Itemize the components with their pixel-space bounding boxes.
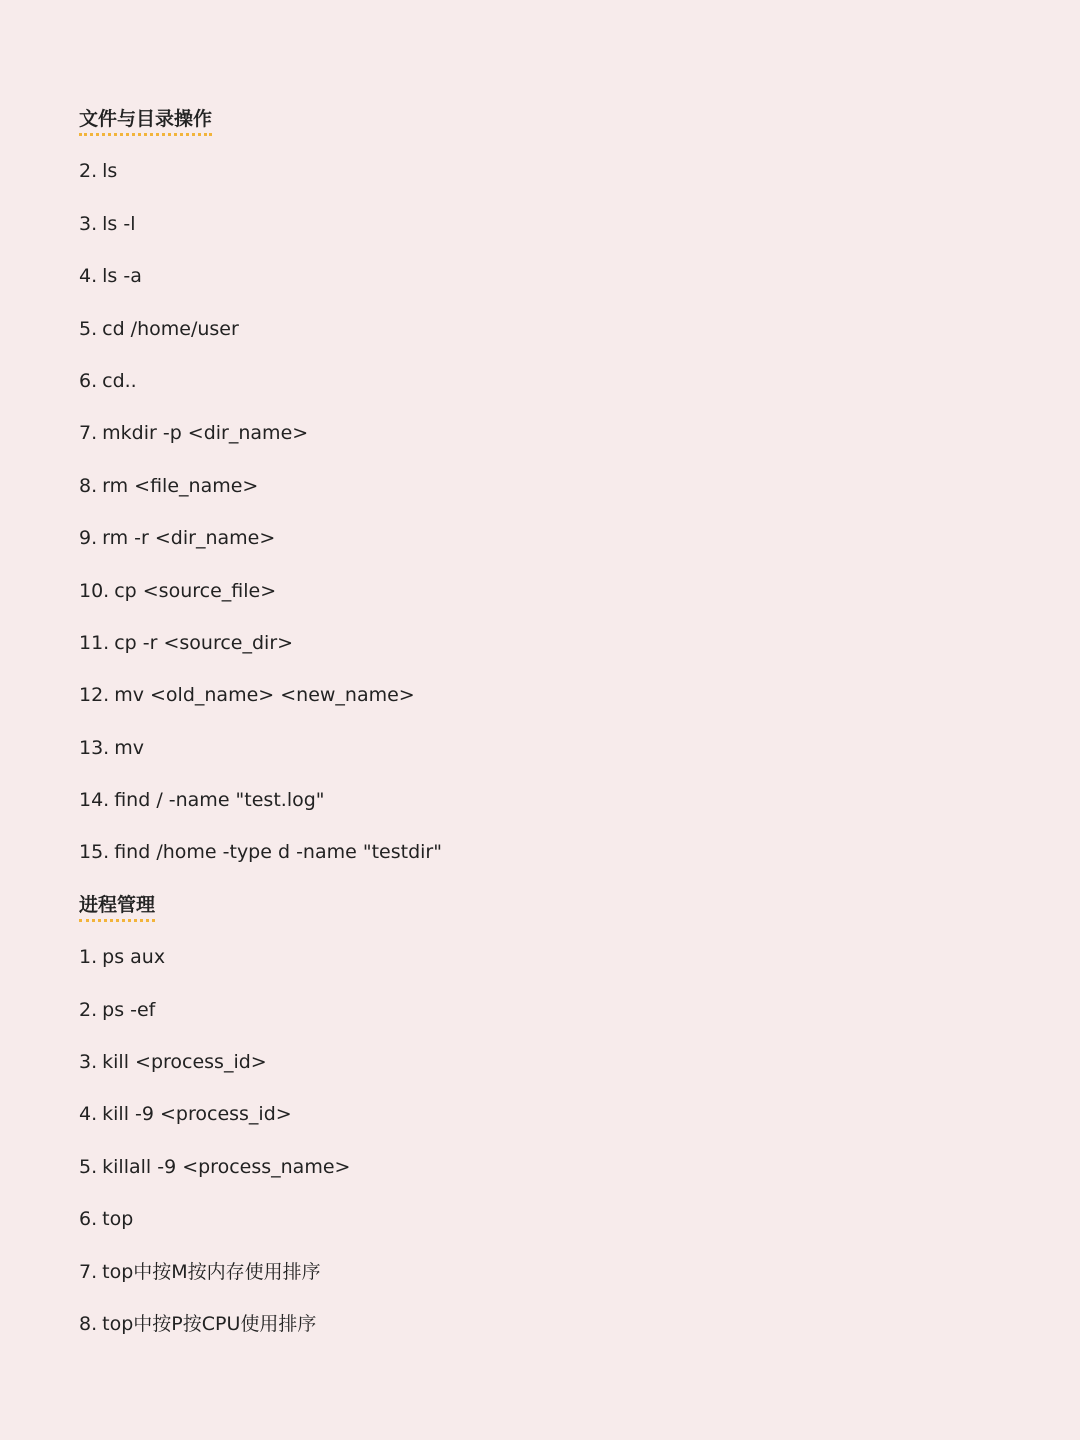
list-item: 13. mv: [79, 736, 144, 759]
list-item: 7. top中按M按内存使用排序: [79, 1260, 321, 1283]
list-item: 3. ls -l: [79, 212, 136, 235]
list-item: 3. kill <process_id>: [79, 1051, 267, 1074]
list-item: 5. cd /home/user: [79, 317, 239, 340]
list-item: 1. ps aux: [79, 946, 166, 969]
section-heading-file-ops: 文件与目录操作: [79, 102, 1080, 154]
list-item: 5. killall -9 <process_name>: [79, 1155, 351, 1178]
list-item: 10. cp <source_file>: [79, 579, 277, 602]
list-item: 2. ps -ef: [79, 998, 156, 1021]
list-item: 6. cd..: [79, 369, 137, 392]
list-item: 6. top: [79, 1208, 134, 1231]
list-item: 15. find /home -type d -name "testdir": [79, 841, 442, 864]
list-item: 2. ls: [79, 160, 118, 183]
list-item: 7. mkdir -p <dir_name>: [79, 422, 309, 445]
section-heading-process-mgmt: 进程管理: [79, 888, 1080, 940]
list-item: 11. cp -r <source_dir>: [79, 631, 294, 654]
list-item: 8. top中按P按CPU使用排序: [79, 1312, 317, 1335]
list-item: 4. ls -a: [79, 265, 142, 288]
list-item: 14. find / -name "test.log": [79, 789, 325, 812]
list-item: 12. mv <old_name> <new_name>: [79, 684, 415, 707]
list-item: 9. rm -r <dir_name>: [79, 527, 276, 550]
list-item: 4. kill -9 <process_id>: [79, 1103, 292, 1126]
list-item: 8. rm <file_name>: [79, 474, 259, 497]
